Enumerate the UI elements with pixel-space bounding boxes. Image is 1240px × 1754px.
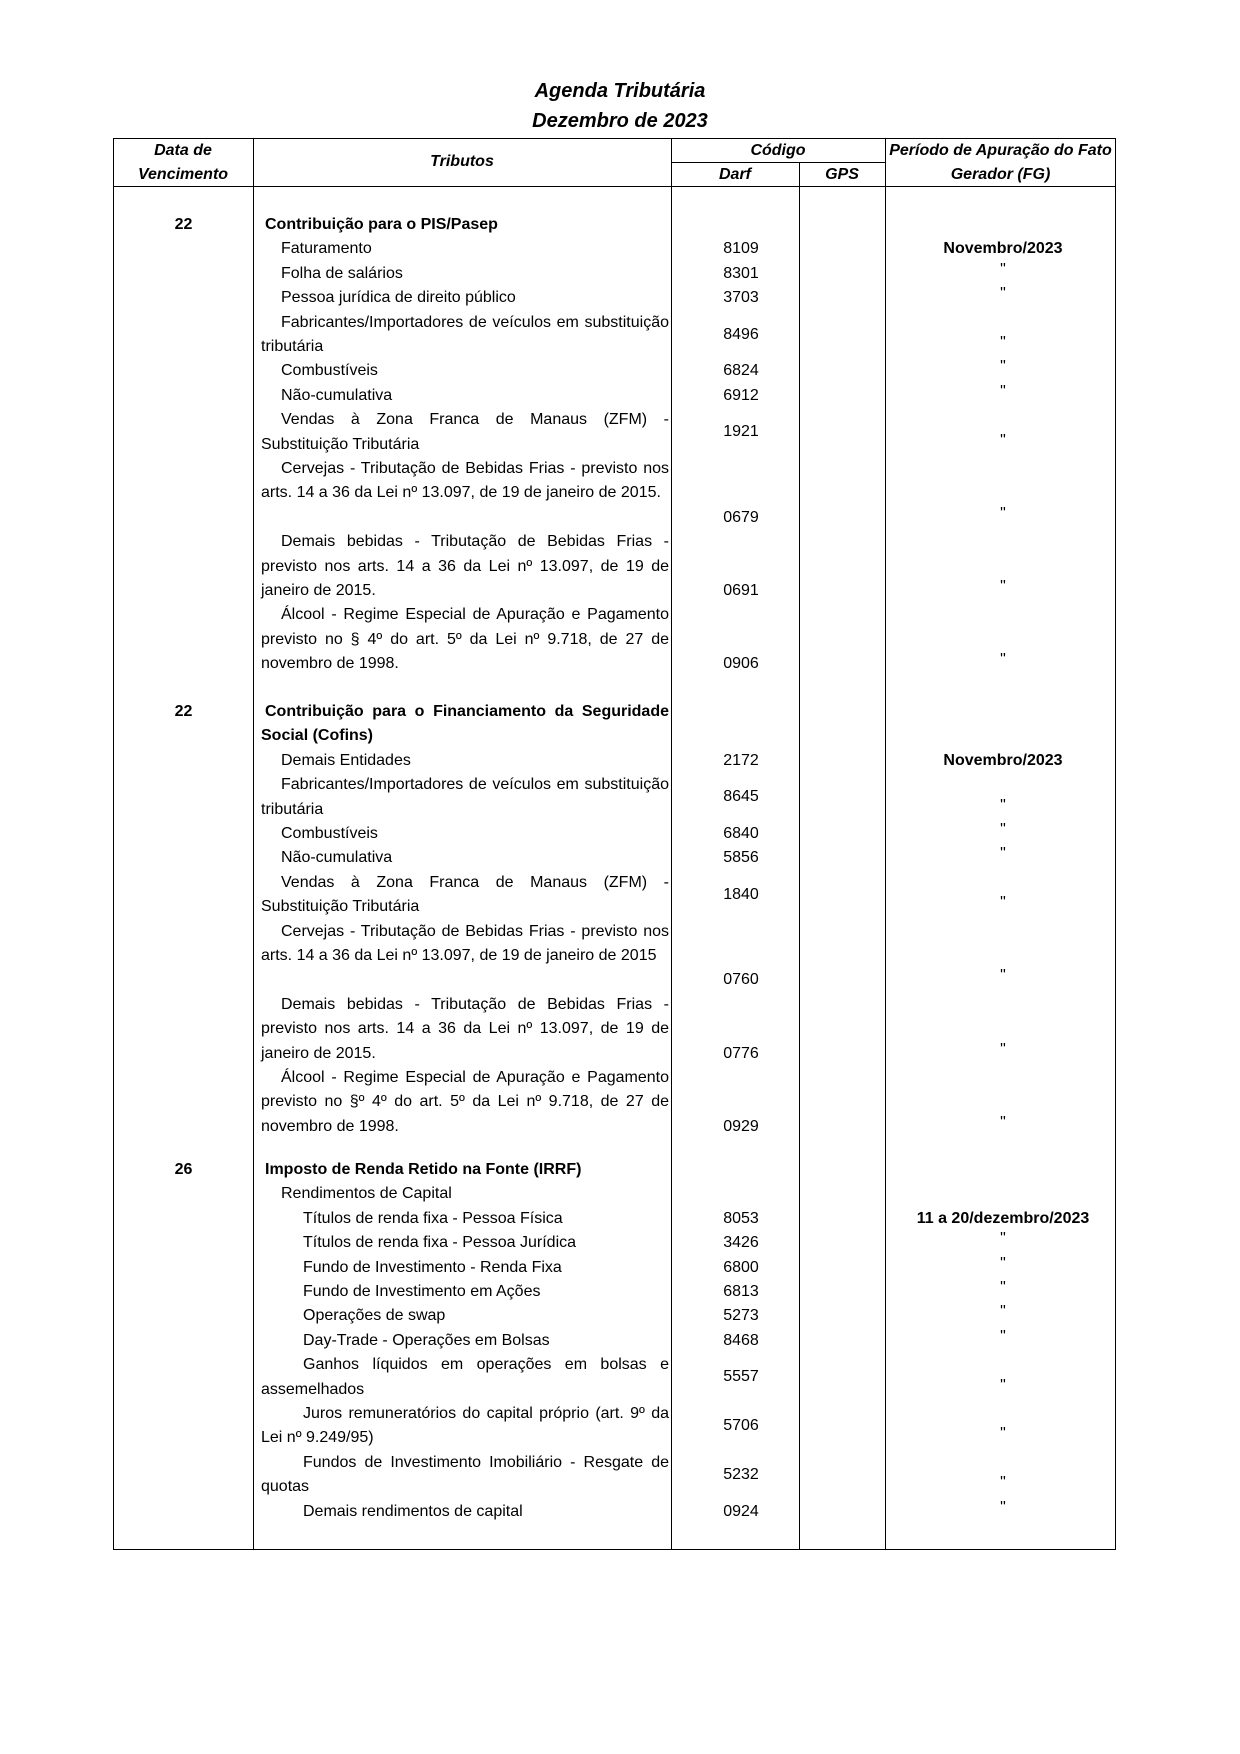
table-row [0,773,1240,822]
tax-label: Fundo de Investimento - Renda Fixa [303,1258,562,1276]
period-value: " [1000,1254,1006,1272]
darf-code: 0760 [723,971,759,989]
period-value: " [1000,382,1006,400]
header-darf: Darf [718,166,751,183]
period-value: " [1000,577,1006,595]
table-row [0,1402,1240,1451]
due-date: 26 [174,1161,193,1178]
table-row [0,408,1240,457]
darf-code: 5273 [723,1307,759,1325]
darf-code: 6912 [723,386,759,404]
table-row [0,603,1240,676]
table-row [0,384,1240,408]
table-row [0,1182,1240,1206]
period-value: " [1000,431,1006,449]
period-value: " [1000,333,1006,351]
tax-label: Rendimentos de Capital [281,1185,452,1203]
tax-label: Álcool - Regime Especial de Apuração e Pagamento previsto no § 4º do art. 5º da Lei nº 9.718, de 27 de novembro de 1998. [261,606,669,673]
table-row [0,1066,1240,1139]
darf-code: 8109 [723,240,759,258]
table-row [0,846,1240,870]
due-date: 22 [174,216,193,233]
period-value: " [1000,1303,1006,1321]
darf-code: 0679 [723,508,759,526]
darf-code: 0929 [723,1117,759,1135]
tax-label: Títulos de renda fixa - Pessoa Física [303,1209,563,1227]
table-row [0,457,1240,530]
section-title: Contribuição para o Financiamento da Seguridade Social (Cofins) [261,703,669,745]
darf-code: 5232 [723,1465,759,1483]
header-period: Período de Apuração do Fato Gerador (FG) [889,142,1112,183]
tax-label: Demais bebidas - Tributação de Bebidas Frias - previsto nos arts. 14 a 36 da Lei nº 13.097, de 19 de janeiro de 2015. [261,533,669,599]
period-value: Novembro/2023 [943,240,1063,258]
darf-code: 8053 [723,1209,759,1227]
table-row [0,530,1240,603]
period-value: " [1000,1376,1006,1394]
tax-label: Álcool - Regime Especial de Apuração e Pagamento previsto no §º 4º do art. 5º da Lei nº 9.718, de 27 de novembro de 1998. [261,1069,669,1135]
period-value: " [1000,1327,1006,1345]
tax-label: Cervejas - Tributação de Bebidas Frias - previsto nos arts. 14 a 36 da Lei nº 13.097, de 19 de janeiro de 2015 [261,922,669,964]
darf-code: 5557 [723,1368,759,1386]
darf-code: 0691 [723,581,759,599]
table-row [0,1329,1240,1353]
darf-code: 3703 [723,289,759,307]
due-date: 22 [174,703,193,720]
period-value: " [1000,285,1006,303]
darf-code: 6824 [723,362,759,380]
table-row [0,749,1240,773]
table-row [0,993,1240,1066]
period-value: " [1000,894,1006,912]
tax-label: Folha de salários [281,264,403,282]
darf-code: 5856 [723,849,759,867]
darf-code: 1921 [723,423,759,441]
tax-label: Títulos de renda fixa - Pessoa Jurídica [303,1234,577,1252]
period-value: " [1000,1474,1006,1492]
tax-label: Fundos de Investimento Imobiliário - Resgate de quotas [261,1453,669,1496]
period-value: " [1000,1040,1006,1058]
period-value: " [1000,651,1006,669]
table-row [0,871,1240,920]
tax-label: Fabricantes/Importadores de veículos em substituição tributária [261,313,669,355]
tax-label: Operações de swap [303,1307,446,1325]
darf-code: 8301 [723,264,759,282]
darf-code: 6840 [723,825,759,842]
darf-code: 1840 [723,885,759,903]
table-row [0,1500,1240,1524]
period-value: " [1000,1498,1006,1516]
table-row [0,286,1240,310]
period-value: " [1000,845,1006,863]
tax-label: Faturamento [281,240,372,258]
header-code: Código [750,142,806,159]
period-value: " [1000,1113,1006,1131]
period-value: 11 a 20/dezembro/2023 [916,1209,1090,1227]
darf-code: 0906 [723,655,759,673]
period-value: " [1000,1230,1006,1248]
darf-code: 8645 [723,788,759,806]
darf-code: 0776 [723,1044,759,1062]
section-title: Imposto de Renda Retido na Fonte (IRRF) [265,1161,582,1178]
darf-code: 6800 [723,1258,759,1276]
tax-label: Não-cumulativa [281,386,393,404]
darf-code: 2172 [723,751,759,769]
period-value: Novembro/2023 [943,751,1063,769]
tax-label: Cervejas - Tributação de Bebidas Frias - previsto nos arts. 14 a 36 da Lei nº 13.097, de 19 de janeiro de 2015. [261,460,669,502]
tax-label: Day-Trade - Operações em Bolsas [303,1331,550,1349]
period-value: " [1000,1279,1006,1296]
tax-label: Não-cumulativa [281,849,393,867]
period-value: " [1000,967,1006,985]
tax-label: Fabricantes/Importadores de veículos em substituição tributária [261,776,669,818]
darf-code: 8468 [723,1331,759,1349]
tax-label: Demais Entidades [281,751,411,769]
tax-label: Vendas à Zona Franca de Manaus (ZFM) - Substituição Tributária [261,873,669,916]
darf-code: 3426 [723,1234,759,1252]
table-row [0,1353,1240,1402]
tax-label: Pessoa jurídica de direito público [281,289,516,307]
page-subtitle: Dezembro de 2023 [532,110,708,132]
tax-label: Combustíveis [281,825,378,842]
header-taxes: Tributos [430,153,494,170]
tax-label: Vendas à Zona Franca de Manaus (ZFM) - Substituição Tributária [261,411,669,453]
header-due-date: Data de Vencimento [137,142,229,183]
period-value: " [1000,796,1006,814]
period-value: " [1000,821,1006,838]
tax-label: Fundo de Investimento em Ações [303,1283,541,1300]
table-row [0,920,1240,993]
darf-code: 5706 [723,1417,759,1435]
darf-code: 0924 [723,1502,759,1520]
page-title: Agenda Tributária [534,80,706,102]
tax-label: Combustíveis [281,362,378,380]
darf-code: 6813 [723,1283,759,1300]
header-gps: GPS [825,166,859,183]
tax-label: Juros remuneratórios do capital próprio (art. 9º da Lei nº 9.249/95) [261,1405,669,1447]
table-row [0,1451,1240,1500]
period-value: " [1000,358,1006,376]
darf-code: 8496 [723,325,759,343]
period-value: " [1000,260,1006,278]
tax-label: Demais rendimentos de capital [303,1502,523,1520]
period-value: " [1000,504,1006,522]
period-value: " [1000,1425,1006,1443]
tax-label: Ganhos líquidos em operações em bolsas e assemelhados [261,1356,669,1398]
tax-label: Demais bebidas - Tributação de Bebidas Frias - previsto nos arts. 14 a 36 da Lei nº 13.097, de 19 de janeiro de 2015. [261,995,669,1062]
table-row [0,311,1240,360]
section-title: Contribuição para o PIS/Pasep [265,216,498,233]
